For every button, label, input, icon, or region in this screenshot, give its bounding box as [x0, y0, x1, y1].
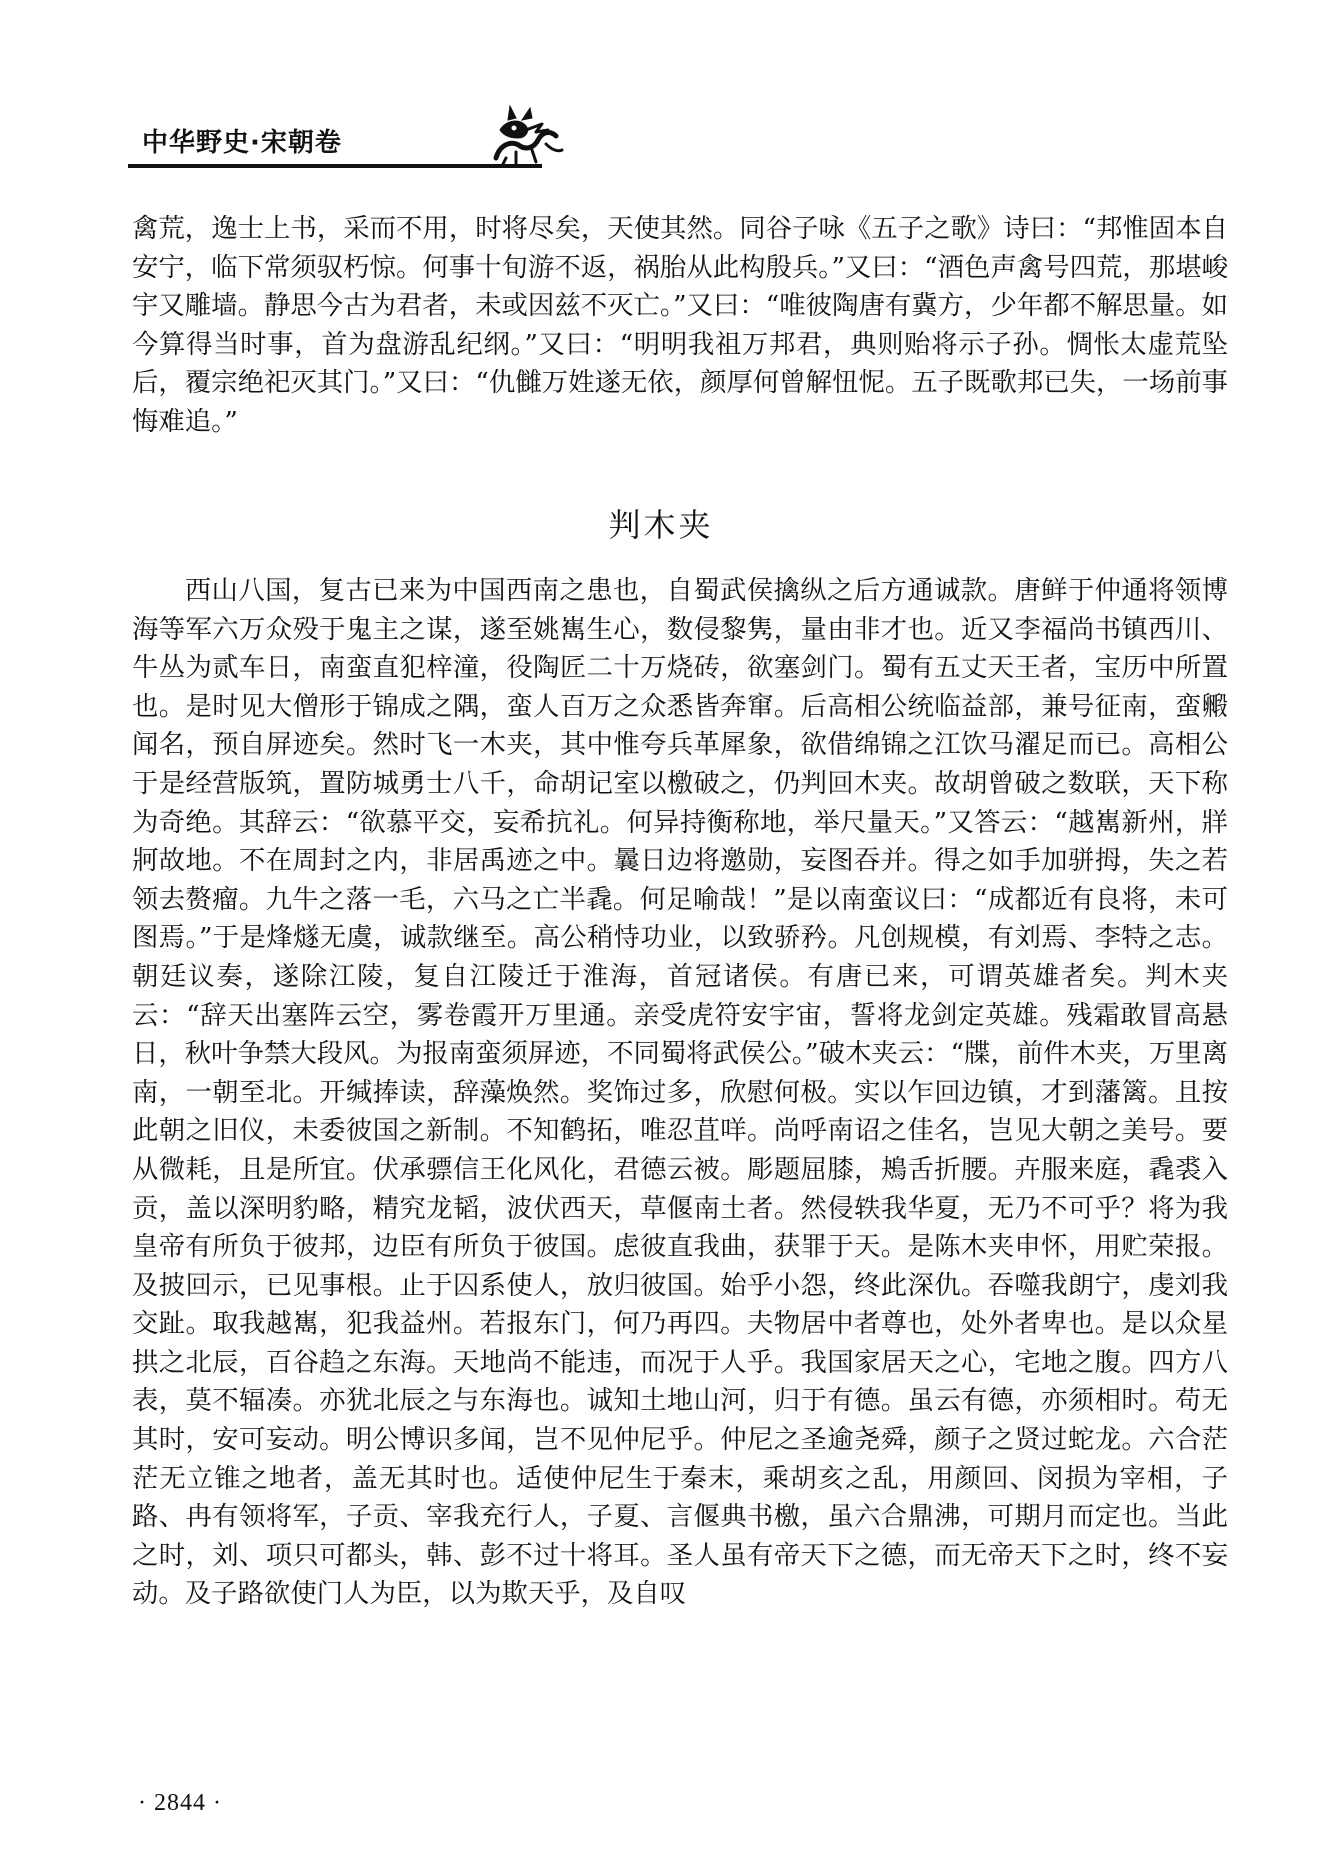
series-title: 中华野史·宋朝卷 [142, 128, 342, 158]
section-title: 判木夹 [608, 506, 714, 544]
paragraph-main: 西山八国，复古已来为中国西南之患也，自蜀武侯擒纵之后方通诚款。唐鲜于仲通将领博海等军六万众殁于鬼主之谋，遂至姚嶲生心，数侵黎隽，量由非才也。近又李福尚书镇西川、牛丛为贰车日，南蛮直犯梓潼，役陶匠二十万烧砖，欲塞剑门。蜀有五丈天王者，宝历中所置也。是时见大僧形于锦成之隅，蛮人百万之众悉皆奔窜。后高相公统临益部，兼号征南，蛮毈闻名，预自屏迹矣。然时飞一木夹，其中惟夸兵革犀象，欲借绵锦之江饮马濯足而已。高相公于是经营版筑，置防城勇士八千，命胡记室以檄破之，仍判回木夹。故胡曾破之数联，天下称为奇绝。其辞云：“欲慕平交，妄希抗礼。何异持衡称地，举尺量天。”又答云：“越嶲新州，牂牁故地。不在周封之内，非居禹迹之中。曩日边将邀勋，妄图吞并。得之如手加骈拇，失之若领去赘瘤。九牛之落一毛，六马之亡半毳。何足喻哉！”是以南蛮议曰：“成都近有良将，未可图焉。”于是烽燧无虞，诚款继至。高公稍恃功业，以致骄矜。凡创规模，有刘焉、李特之志。朝廷议奏，遂除江陵，复自江陵迁于淮海，首冠诸侯。有唐已来，可谓英雄者矣。判木夹云：“辞天出塞阵云空，雾卷霞开万里通。亲受虎符安宇宙，誓将龙剑定英雄。残霜敢冒高悬日，秋叶争禁大段风。为报南蛮须屏迹，不同蜀将武侯公。”破木夹云：“牒，前件木夹，万里离南，一朝至北。开缄捧读，辞藻焕然。奖饰过多，欣慰何极。实以乍回边镇，才到藩篱。且按此朝之旧仪，未委彼国之新制。不知鹤拓，唯忍苴咩。尚呼南诏之佳名，岂见大朝之美号。要从微耗，且是所宜。伏承骠信王化风化，君德云被。彫题屈膝，鴂舌折腰。卉服来庭，毳裘入贡，盖以深明豹略，精究龙韬，波伏西天，草偃南土者。然侵轶我华夏，无乃不可乎？将为我皇帝有所负于彼邦，边臣有所负于彼国。虑彼直我曲，获罪于天。是陈木夹申怀，用贮荣报。及披回示，已见事根。止于囚系使人，放归彼国。始乎小怨，终此深仇。吞噬我朗宁，虔刘我交趾。取我越嶲，犯我益州。若报东门，何乃再四。夫物居中者尊也，处外者卑也。是以众星拱之北辰，百谷趋之东海。天地尚不能违，而况于人乎。我国家居天之心，宅地之腹。四方八表，莫不辐凑。亦犹北辰之与东海也。诚知土地山河，归于有德。虽云有德，亦须相时。苟无其时，安可妄动。明公博识多闻，岂不见仲尼乎。仲尼之圣逾尧舜，颜子之贤过蛇龙。六合茫茫无立锥之地者，盖无其时也。适使仲尼生于秦末，乘胡亥之乱，用颜回、闵损为宰相，子路、冉有领将军，子贡、宰我充行人，子夏、言偃典书檄，虽六合鼎沸，可期月而定也。当此之时，刘、项只可都头，韩、彭不过十将耳。圣人虽有帝天下之德，而无帝天下之时，终不妄动。及子路欲使门人为臣，以为欺天乎，及自叹 [132, 575, 1228, 1610]
header-rule [128, 164, 542, 168]
page-header [128, 100, 1228, 170]
paragraph-continued: 禽荒，逸士上书，采而不用，时将尽矣，天使其然。同谷子咏《五子之歌》诗曰：“邦惟固本自安宁，临下常须驭朽惊。何事十旬游不返，祸胎从此构殷兵。”又曰：“酒色声禽号四荒，那堪峻宇又雕墙。静思今古为君者，未或因兹不灭亡。”又曰：“唯彼陶唐有冀方，少年都不解思量。如今算得当时事，首为盘游乱纪纲。”又曰：“明明我祖万邦君，典则贻将示子孙。惆怅太虚荒坠后，覆宗绝祀灭其门。”又曰：“仇雠万姓遂无依，颜厚何曾解忸怩。五子既歌邦已失，一场前事悔难追。” [132, 213, 1228, 437]
page-number: · 2844 · [138, 1790, 222, 1816]
dragon-icon [486, 100, 566, 170]
